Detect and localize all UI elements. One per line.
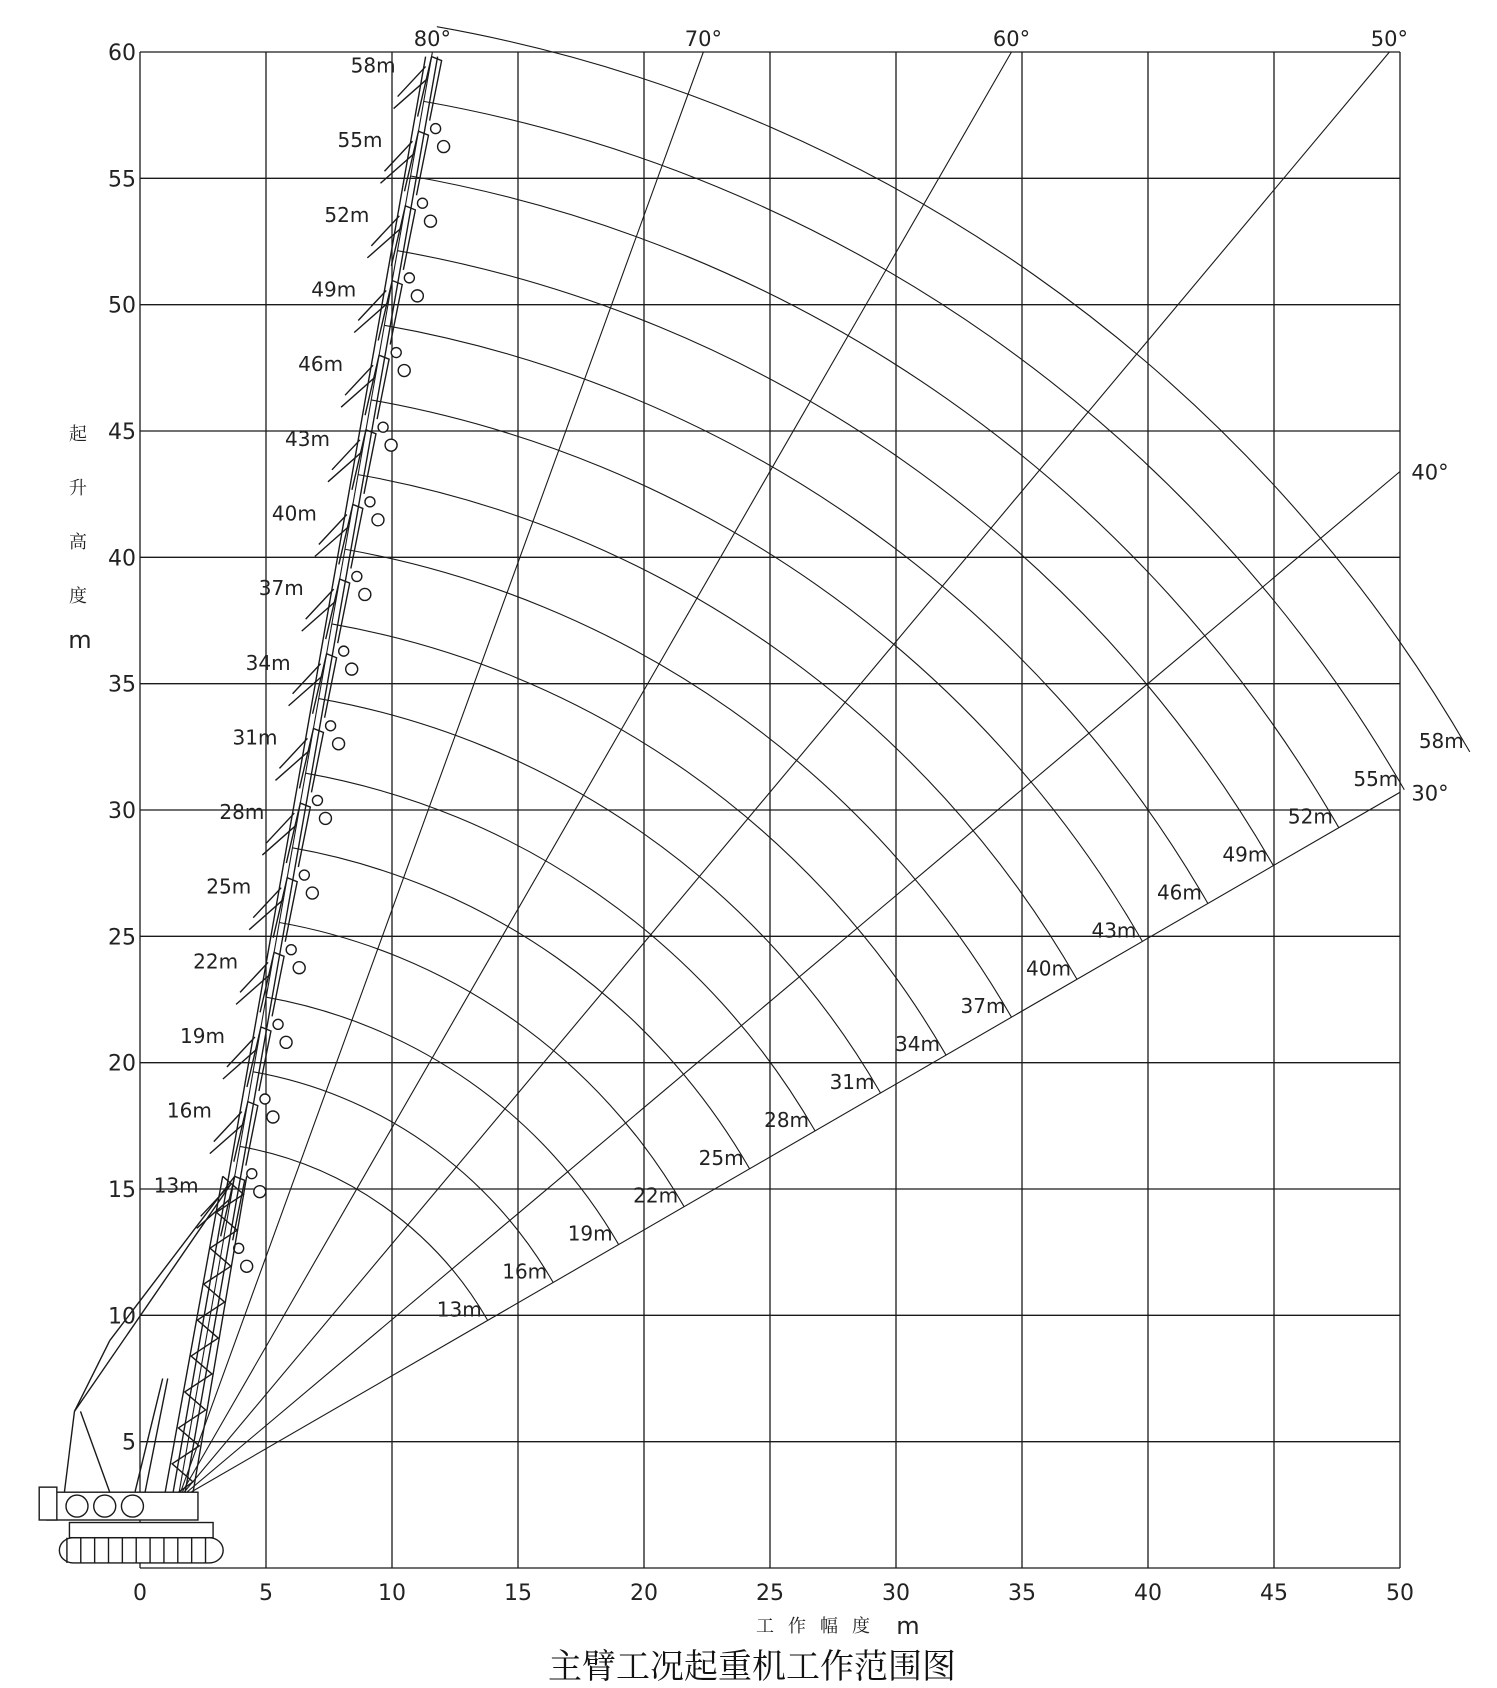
y-tick-label: 30 <box>108 799 136 824</box>
y-axis-label: 起升高度 <box>69 424 87 607</box>
boom-length-label: 19m <box>180 1024 225 1049</box>
boom-lattice-left <box>164 1176 223 1499</box>
boom-length-label: 58m <box>350 53 396 78</box>
car-body <box>69 1523 213 1538</box>
boom-length-arc-label: 25m <box>698 1145 744 1170</box>
x-tick-label: 30 <box>882 1581 910 1606</box>
y-tick-label: 55 <box>108 167 136 193</box>
hook-block <box>260 1094 270 1104</box>
winch-drum <box>94 1495 116 1517</box>
boom-angle-line <box>178 472 1400 1500</box>
mast-back <box>64 1411 74 1492</box>
boom-length-arc-label: 19m <box>567 1221 613 1246</box>
hook <box>372 514 384 526</box>
boom-head <box>273 878 297 942</box>
hook-block <box>326 721 336 731</box>
boom-length-label: 49m <box>311 277 357 302</box>
boom-length-arc-label: 22m <box>633 1183 679 1208</box>
hook <box>267 1111 279 1123</box>
x-tick-label: 45 <box>1260 1581 1288 1606</box>
boom-length-label: 28m <box>219 800 265 825</box>
boom-length-arc <box>411 176 1339 828</box>
hook <box>346 663 358 675</box>
mast-front <box>80 1411 109 1492</box>
hook <box>241 1260 253 1272</box>
hook <box>280 1036 292 1048</box>
boom-length-arc-label: 31m <box>829 1069 875 1094</box>
x-tick-label: 40 <box>1134 1581 1162 1606</box>
hook <box>293 962 305 974</box>
boom-head <box>234 1102 258 1166</box>
y-tick-label: 45 <box>108 420 136 445</box>
boom-angle-label: 30° <box>1411 781 1449 806</box>
y-tick-label: 35 <box>108 672 136 698</box>
y-tick-label: 50 <box>108 293 136 319</box>
x-tick-label: 5 <box>259 1581 273 1606</box>
boom-length-label: 34m <box>245 650 291 675</box>
hook-block <box>391 348 401 358</box>
boom-head <box>326 579 350 643</box>
boom-length-label: 46m <box>298 352 344 377</box>
boom-head <box>299 728 323 792</box>
boom-head <box>404 131 428 195</box>
hook-block <box>431 124 441 134</box>
boom-length-arc <box>371 400 1142 941</box>
boom-chord-right <box>184 57 438 1500</box>
y-tick-label: 10 <box>108 1304 136 1330</box>
hook-block <box>312 795 322 805</box>
hook <box>333 738 345 750</box>
boom-length-arc-label: 40m <box>1026 956 1071 981</box>
x-tick-label: 50 <box>1386 1581 1414 1606</box>
boom-length-arc <box>279 922 684 1206</box>
boom-length-arc-label: 49m <box>1222 842 1268 867</box>
counterweight <box>39 1487 57 1520</box>
boom-length-arc-label: 55m <box>1353 766 1399 791</box>
boom-head <box>418 57 442 121</box>
x-axis-label: 工作幅度 <box>756 1616 884 1637</box>
boom-length-label: 43m <box>285 426 330 451</box>
boom-length-arc-label: 43m <box>1091 918 1137 943</box>
hook <box>319 812 331 824</box>
boom-length-label: 25m <box>206 874 252 899</box>
boom-head <box>260 952 284 1016</box>
boom-head <box>339 504 363 568</box>
hook-block <box>404 273 414 283</box>
boom-length-arc <box>306 773 815 1131</box>
hook-block <box>417 198 427 208</box>
hook <box>411 290 423 302</box>
boom-angle-label: 40° <box>1411 460 1449 485</box>
boom-length-arc-label: 16m <box>502 1259 548 1284</box>
x-tick-label: 35 <box>1008 1581 1036 1606</box>
boom-angle-label: 50° <box>1370 27 1409 51</box>
boom-angle-line <box>178 52 433 1500</box>
boom-length-arc <box>437 27 1470 752</box>
boom-head <box>286 803 310 867</box>
boom-length-label: 37m <box>258 576 304 601</box>
boom-length-arc-label: 28m <box>764 1107 810 1132</box>
boom-length-arc <box>240 1146 488 1320</box>
labels <box>108 27 1464 1606</box>
boom-length-arc-label: 58m <box>1418 728 1464 753</box>
boom-length-arc-label: 37m <box>960 994 1006 1019</box>
y-tick-label: 60 <box>108 41 136 66</box>
boom-length-arc <box>424 101 1405 789</box>
boom-angle-label: 80° <box>413 27 452 51</box>
winch-drum <box>66 1495 88 1517</box>
boom-length-arc <box>266 997 618 1244</box>
boom-length-arc-label: 34m <box>895 1032 940 1057</box>
y-tick-label: 5 <box>122 1430 136 1456</box>
boom-head <box>365 355 389 419</box>
boom-length-arc-label: 46m <box>1156 880 1202 905</box>
hook-block <box>365 497 375 507</box>
x-tick-label: 10 <box>378 1581 406 1606</box>
boom-angle-line <box>178 52 1390 1500</box>
boom-head <box>391 206 415 270</box>
boom-length-arc <box>345 549 1012 1017</box>
boom-head <box>352 430 376 494</box>
y-tick-label: 25 <box>108 925 136 951</box>
boom-head <box>378 281 402 345</box>
x-tick-label: 25 <box>756 1581 784 1606</box>
y-tick-label: 20 <box>108 1051 136 1077</box>
x-axis-unit: m <box>896 1612 920 1640</box>
x-tick-label: 0 <box>133 1581 147 1606</box>
boom-chord-left <box>172 57 426 1500</box>
hook-block <box>273 1019 283 1029</box>
boom-length-label: 52m <box>324 202 370 227</box>
boom-length-arc <box>253 1072 553 1283</box>
hook-block <box>352 571 362 581</box>
boom-head <box>313 654 337 718</box>
boom-length-label: 55m <box>337 128 383 153</box>
boom-angle-label: 60° <box>992 27 1031 51</box>
boom-length-arc <box>292 848 749 1169</box>
hook <box>398 365 410 377</box>
hook-block <box>299 870 309 880</box>
winch-drum <box>121 1495 143 1517</box>
x-tick-label: 15 <box>504 1581 532 1606</box>
boom-angle-label: 70° <box>684 27 722 51</box>
hook <box>385 439 397 451</box>
boom-angle-line <box>178 792 1400 1500</box>
x-tick-label: 20 <box>630 1581 658 1606</box>
hook-block <box>247 1169 257 1179</box>
boom-length-arc <box>332 624 946 1055</box>
hook <box>438 141 450 153</box>
hook <box>306 887 318 899</box>
y-tick-label: 40 <box>108 546 136 572</box>
boom-angle-line <box>178 52 704 1500</box>
boom-length-label: 40m <box>271 501 317 526</box>
boom-length-arc-label: 52m <box>1287 804 1333 829</box>
mast-top <box>74 1341 109 1412</box>
boom-length-arc <box>397 251 1273 866</box>
hook <box>424 215 436 227</box>
chart-title: 主臂工况起重机工作范围图 <box>548 1647 956 1687</box>
boom-length-label: 22m <box>193 949 239 974</box>
crawler-track <box>59 1538 223 1563</box>
boom-length-label: 16m <box>166 1098 212 1123</box>
y-axis-unit: m <box>68 626 92 654</box>
hook-block <box>339 646 349 656</box>
boom-head <box>247 1027 271 1091</box>
hook-block <box>286 945 296 955</box>
boom-length-arc-label: 13m <box>436 1297 482 1322</box>
boom-length-label: 13m <box>153 1173 199 1198</box>
hook <box>254 1186 266 1198</box>
boom-length-label: 31m <box>232 725 278 750</box>
hook-block <box>378 422 388 432</box>
y-tick-label: 15 <box>108 1178 136 1203</box>
hook <box>359 588 371 600</box>
